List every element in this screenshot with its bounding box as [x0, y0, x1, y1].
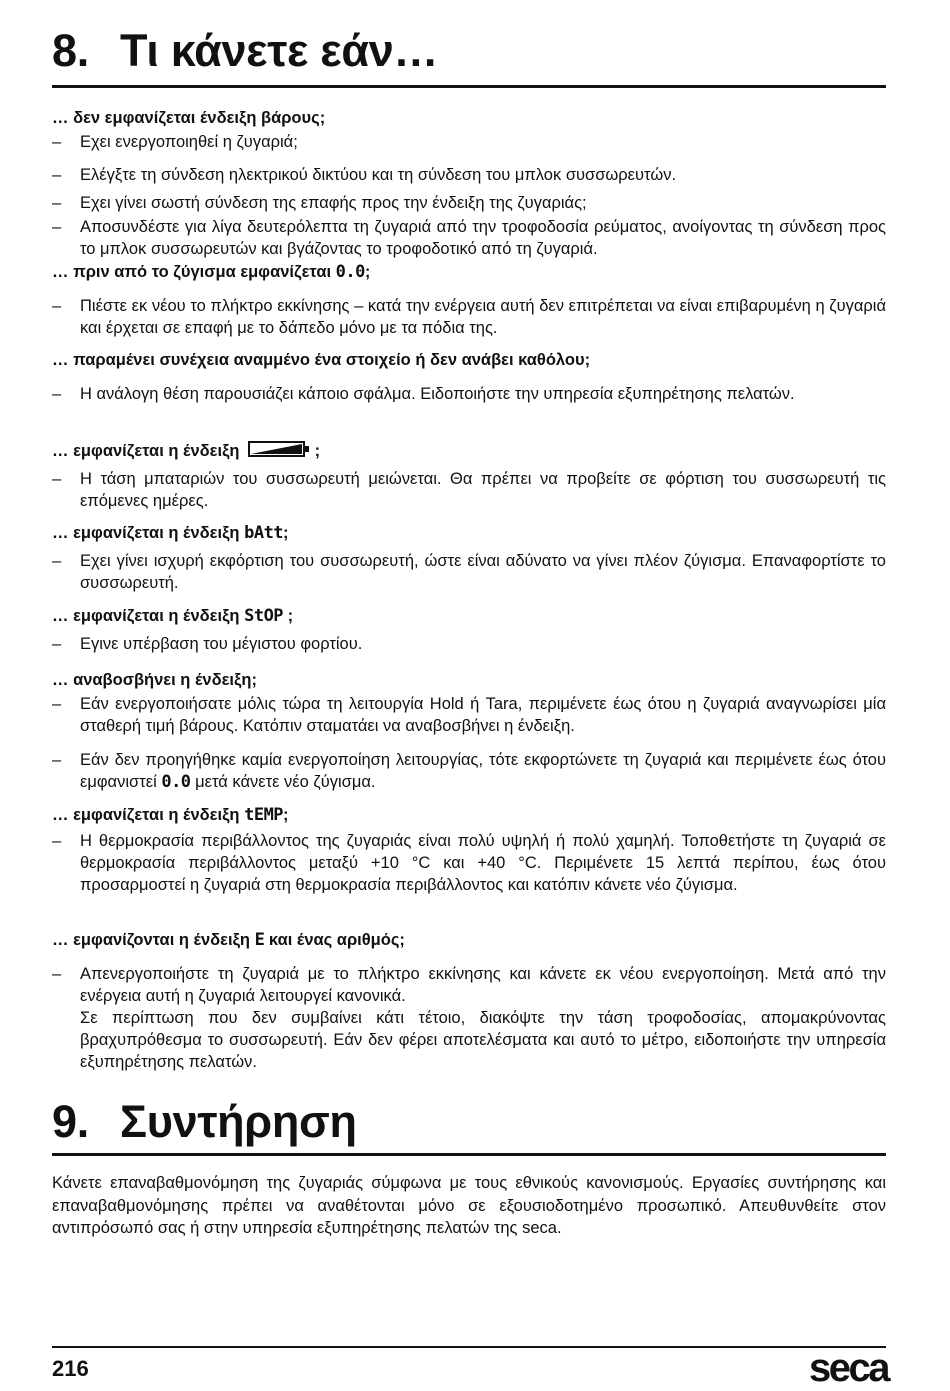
- display-readout: bAtt: [244, 523, 284, 543]
- heading-rule: [52, 1153, 886, 1156]
- question-temp: [52, 804, 886, 896]
- question-title: … εμφανίζεται η ένδειξη bAtt;: [52, 523, 289, 543]
- seca-logo: seca: [809, 1346, 888, 1390]
- section-title: Συντήρηση: [120, 1096, 357, 1147]
- list-item: – Η τάση μπαταριών του συσσωρευτή μειώνεται. Θα πρέπει να προβείτε σε φόρτιση του συσσωρευτή τις επόμενες ημέρες.: [52, 470, 886, 510]
- question-title: … εμφανίζονται η ένδειξη E και ένας αριθμός;: [52, 930, 405, 950]
- list-item: – Εάν ενεργοποιήσατε μόλις τώρα τη λειτουργία Hold ή Tara, περιμένετε έως ότου η ζυγαριά αναγνωρίσει μία σταθερή τιμή βάρους. Κατόπιν σταματάει να αναβοσβήνει η ένδειξη.: [52, 695, 886, 735]
- page-number: 216: [52, 1356, 89, 1381]
- section-number: 9.: [52, 1096, 89, 1147]
- question-title: … εμφανίζεται η ένδειξη tEMP;: [52, 805, 289, 825]
- question-no-weight: [52, 107, 886, 260]
- display-readout: 0.0: [335, 262, 365, 282]
- list-item: – Εχει γίνει ισχυρή εκφόρτιση του συσσωρευτή, ώστε είναι αδύνατο να γίνει πλέον ζύγισμα. Επαναφορτίστε το συσσωρευτή.: [52, 552, 886, 592]
- question-segment-fault: [52, 349, 886, 405]
- list-item: – Εάν δεν προηγήθηκε καμία ενεργοποίηση λειτουργίας, τότε εκφορτώνετε τη ζυγαριά και περιμένετε έως ότου εμφανιστεί 0.0 μετά κάνετε νέο ζύγισμα.: [52, 751, 886, 792]
- display-readout: E: [254, 930, 265, 950]
- section-number: 8.: [52, 25, 89, 76]
- maintenance-text: Κάνετε επαναβαθμονόμηση της ζυγαριάς σύμφωνα με τους εθνικούς κανονισμούς. Εργασίες συντήρησης και επαναβαθμονόμησης πρέπει να αναθέτονται μόνο σε εξουσιοδοτημένο προσωπικό. Απευθυνθείτε στον αντιπρόσωπό σας ή στην υπηρεσία εξυπηρέτησης πελατών της seca.: [52, 1174, 886, 1237]
- question-title: … πριν από το ζύγισμα εμφανίζεται 0.0;: [52, 262, 371, 282]
- question-blinking: [52, 669, 886, 793]
- list-item: – Πιέστε εκ νέου το πλήκτρο εκκίνησης – κατά την ενέργεια αυτή δεν επιτρέπεται να είναι επιβαρυμένη η ζυγαριά και έρχεται σε επαφή με το δάπεδο μόνο με τα πόδια της.: [52, 297, 886, 337]
- question-zero-display: [52, 261, 886, 339]
- question-battery-low: [52, 440, 886, 512]
- list-item: – Εχει ενεργοποιηθεί η ζυγαριά;: [52, 133, 298, 151]
- list-item: – Αποσυνδέστε για λίγα δευτερόλεπτα τη ζυγαριά από την τροφοδοσία ρεύματος, ανοίγοντας τη σύνδεση προς το μπλοκ συσσωρευτών και βγάζοντας το τροφοδοτικό από τη ζυγαριά.: [52, 218, 886, 258]
- list-item: – Απενεργοποιήστε τη ζυγαριά με το πλήκτρο εκκίνησης και κάνετε εκ νέου ενεργοποίηση. Μετά από την ενέργεια αυτή η ζυγαριά λειτουργεί κανονικά.: [52, 965, 886, 1005]
- question-title: … παραμένει συνέχεια αναμμένο ένα στοιχείο ή δεν ανάβει καθόλου;: [52, 351, 591, 369]
- question-title: … εμφανίζεται η ένδειξη ;: [52, 440, 886, 464]
- display-readout: 0.0: [161, 772, 191, 792]
- list-item: – Η θερμοκρασία περιβάλλοντος της ζυγαριάς είναι πολύ υψηλή ή πολύ χαμηλή. Τοποθετήστε τη ζυγαριά σε θερμοκρασία περιβάλλοντος μεταξύ +10 °C και +40 °C. Περιμένετε 15 λεπτά περίπου, έως ότου προσαρμοστεί η ζυγαριά στη θερμοκρασία περιβάλλοντος και κατόπιν κάνετε νέο ζύγισμα.: [52, 832, 886, 894]
- question-error-code: [52, 929, 886, 1073]
- list-item: – Ελέγξτε τη σύνδεση ηλεκτρικού δικτύου και τη σύνδεση του μπλοκ συσσωρευτών.: [52, 166, 677, 184]
- heading-rule: [52, 85, 886, 88]
- display-readout: StOP: [244, 606, 284, 626]
- section-title: Τι κάνετε εάν…: [120, 25, 439, 76]
- display-readout: tEMP: [244, 805, 284, 825]
- section-8-heading: [52, 24, 438, 78]
- question-batt: [52, 522, 886, 594]
- battery-icon: [248, 440, 310, 464]
- question-title: … εμφανίζεται η ένδειξη StOP ;: [52, 606, 294, 626]
- section-9-heading: [52, 1095, 357, 1149]
- list-item: – Εχει γίνει σωστή σύνδεση της επαφής προς την ένδειξη της ζυγαριάς;: [52, 194, 587, 212]
- list-item-continuation: Σε περίπτωση που δεν συμβαίνει κάτι τέτοιο, διακόψτε την τάση τροφοδοσίας, απομακρύνοντας βραχυπρόθεσμα το συσσωρευτή. Εάν δεν φέρει αποτελέσματα και αυτό το μέτρο, ειδοποιήστε την υπηρεσία εξυπηρέτησης πελατών.: [80, 1009, 886, 1071]
- question-title: … αναβοσβήνει η ένδειξη;: [52, 671, 257, 689]
- question-stop: [52, 605, 886, 655]
- list-item: – Εγινε υπέρβαση του μέγιστου φορτίου.: [52, 635, 363, 653]
- list-item: – Η ανάλογη θέση παρουσιάζει κάποιο σφάλμα. Ειδοποιήστε την υπηρεσία εξυπηρέτησης πελατών.: [52, 385, 795, 403]
- question-title: … δεν εμφανίζεται ένδειξη βάρους;: [52, 109, 326, 127]
- footer-rule: [52, 1346, 886, 1348]
